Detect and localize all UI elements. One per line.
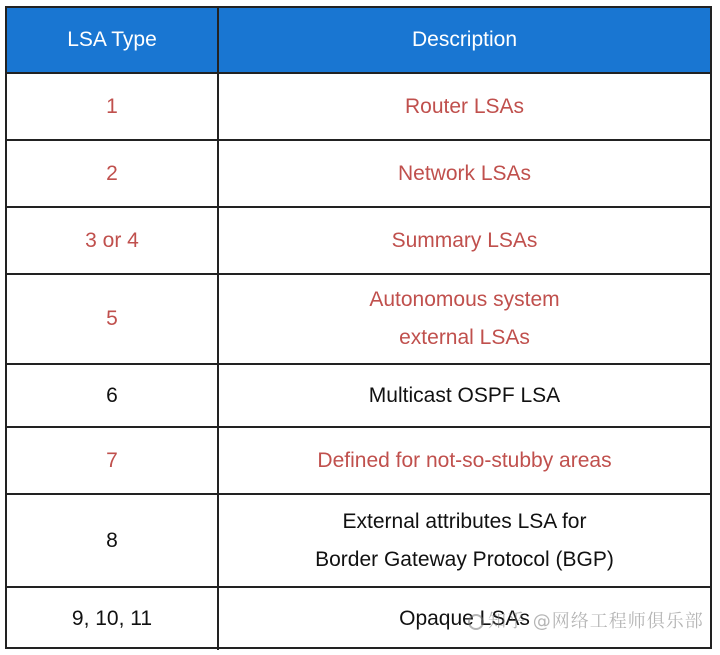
- table-row: [7, 364, 710, 427]
- description-line: Autonomous system: [369, 288, 560, 311]
- description-line: Network LSAs: [397, 161, 532, 185]
- table-row: [7, 207, 710, 274]
- table-row: [7, 587, 710, 650]
- column-header-description: Description: [218, 8, 710, 73]
- description-line: Defined for not-so-stubby areas: [317, 448, 612, 472]
- lsa-type-cell: 6: [7, 364, 218, 427]
- table-row: [7, 427, 710, 494]
- lsa-type-cell: 3 or 4: [7, 207, 218, 274]
- lsa-type-cell: 8: [7, 494, 218, 587]
- description-line: Multicast OSPF LSA: [368, 383, 561, 407]
- table-row: [7, 494, 710, 587]
- description-cell: [218, 140, 710, 207]
- description-cell: [218, 494, 710, 587]
- description-line: Router LSAs: [404, 94, 525, 118]
- description-cell: [218, 207, 710, 274]
- description-line: Summary LSAs: [391, 228, 538, 252]
- table-row: [7, 140, 710, 207]
- description-line: External attributes LSA for: [342, 509, 587, 533]
- lsa-type-table: [7, 8, 710, 650]
- table-row: [7, 274, 710, 364]
- table-row: [7, 73, 710, 140]
- description-cell: [218, 587, 710, 650]
- column-header-lsa-type: LSA Type: [7, 8, 218, 73]
- watermark-text: 知乎 @网络工程师俱乐部: [488, 611, 704, 632]
- lsa-type-cell: 9, 10, 11: [7, 587, 218, 650]
- lsa-type-cell: 2: [7, 140, 218, 207]
- description-cell: [218, 274, 710, 364]
- table-header-row: [7, 8, 710, 73]
- description-line: Opaque LSAs: [399, 607, 530, 630]
- description-cell: [218, 73, 710, 140]
- lsa-table-container: [5, 6, 712, 649]
- description-cell: [218, 364, 710, 427]
- description-line: Border Gateway Protocol (BGP): [315, 547, 614, 571]
- lsa-type-cell: 5: [7, 274, 218, 364]
- lsa-type-cell: 1: [7, 73, 218, 140]
- lsa-type-cell: 7: [7, 427, 218, 494]
- description-cell: [218, 427, 710, 494]
- description-line: external LSAs: [399, 326, 530, 349]
